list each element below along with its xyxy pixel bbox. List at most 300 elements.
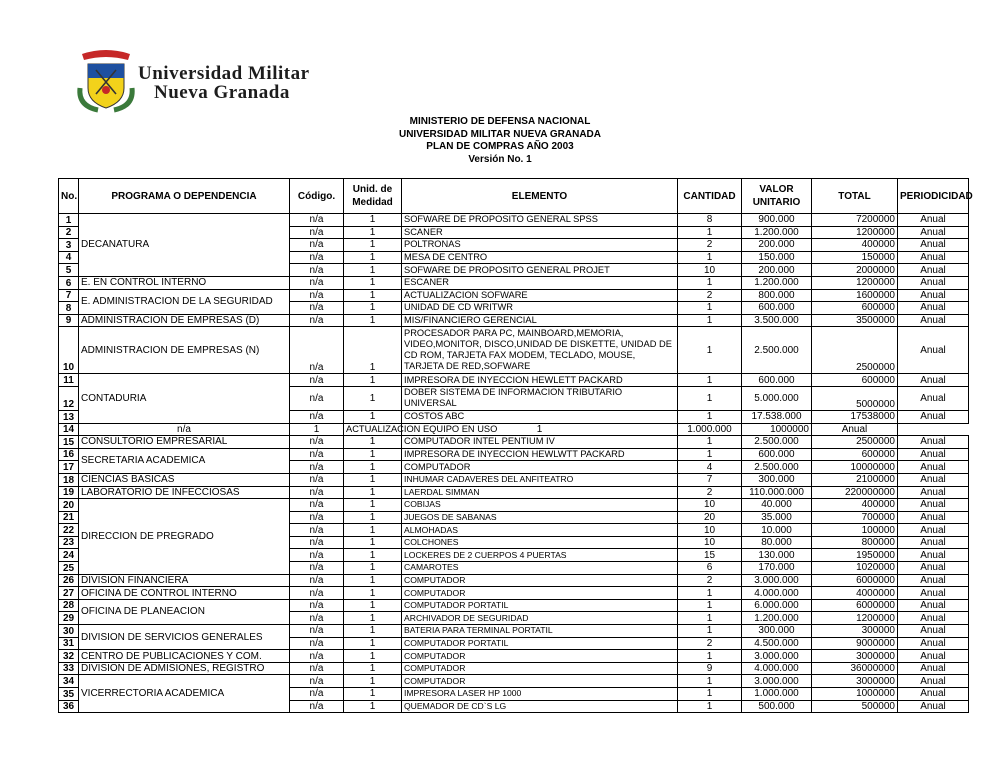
cell-codigo: n/a bbox=[290, 574, 344, 587]
university-crest-icon bbox=[76, 48, 136, 114]
cell-elemento: MESA DE CENTRO bbox=[402, 251, 678, 264]
cell-cantidad: 1 bbox=[678, 599, 742, 612]
cell-codigo: n/a bbox=[290, 448, 344, 461]
cell-unidad: 1 bbox=[344, 612, 402, 625]
cell-valor-unitario: 500.000 bbox=[742, 700, 812, 713]
col-header-valor-unitario: VALOR UNITARIO bbox=[742, 179, 812, 214]
cell-total: 3500000 bbox=[812, 314, 898, 327]
col-header-periodicidad: PERIODICIDAD bbox=[898, 179, 969, 214]
cell-periodicidad: Anual bbox=[898, 650, 969, 663]
cell-total: 2000000 bbox=[812, 264, 898, 277]
cell-no: 15 bbox=[59, 436, 79, 449]
cell-elemento: SCANER bbox=[402, 226, 678, 239]
cell-no: 3 bbox=[59, 239, 79, 252]
cell-programa: CENTRO DE PUBLICACIONES Y COM. bbox=[79, 650, 290, 663]
cell-cantidad: 4 bbox=[678, 461, 742, 474]
cell-elemento: COMPUTADOR bbox=[402, 675, 678, 688]
cell-no: 8 bbox=[59, 302, 79, 315]
cell-programa: DIVISION FINANCIERA bbox=[79, 574, 290, 587]
table-row bbox=[59, 436, 969, 449]
cell-valor-unitario: 170.000 bbox=[742, 562, 812, 575]
cell-programa: DECANATURA bbox=[79, 214, 290, 277]
cell-total: 3000000 bbox=[812, 675, 898, 688]
cell-no: 12 bbox=[59, 386, 79, 410]
cell-no: 35 bbox=[59, 688, 79, 701]
cell-elemento: QUEMADOR DE CD`S LG bbox=[402, 700, 678, 713]
cell-codigo: n/a bbox=[290, 637, 344, 650]
cell-codigo: n/a bbox=[290, 486, 344, 499]
cell-total: 5000000 bbox=[812, 386, 898, 410]
cell-periodicidad: Anual bbox=[898, 587, 969, 600]
cell-periodicidad: Anual bbox=[898, 264, 969, 277]
cell-valor-unitario: 80.000 bbox=[742, 536, 812, 549]
cell-periodicidad: Anual bbox=[898, 289, 969, 302]
cell-total: 9000000 bbox=[812, 637, 898, 650]
cell-unidad: 1 bbox=[344, 473, 402, 486]
cell-elemento: CAMAROTES bbox=[402, 562, 678, 575]
cell-cantidad: 1 bbox=[678, 688, 742, 701]
cell-no: 17 bbox=[59, 461, 79, 474]
cell-total: 300000 bbox=[812, 625, 898, 638]
cell-codigo: n/a bbox=[290, 436, 344, 449]
cell-codigo: n/a bbox=[290, 386, 344, 410]
cell-periodicidad: Anual bbox=[898, 574, 969, 587]
cell-valor-unitario: 4.000.000 bbox=[742, 587, 812, 600]
table-row bbox=[59, 499, 969, 512]
cell-periodicidad: Anual bbox=[898, 599, 969, 612]
cell-codigo: n/a bbox=[290, 524, 344, 537]
cell-unidad: 1 bbox=[344, 264, 402, 277]
cell-no: 29 bbox=[59, 612, 79, 625]
cell-periodicidad: Anual bbox=[898, 302, 969, 315]
cell-unidad: 1 bbox=[344, 239, 402, 252]
cell-periodicidad: Anual bbox=[898, 448, 969, 461]
cell-no: 1 bbox=[59, 214, 79, 227]
cell-cantidad: 9 bbox=[678, 662, 742, 675]
cell-valor-unitario: 4.000.000 bbox=[742, 662, 812, 675]
cell-elemento: BATERIA PARA TERMINAL PORTATIL bbox=[402, 625, 678, 638]
cell-cantidad: 2 bbox=[678, 289, 742, 302]
cell-no: 5 bbox=[59, 264, 79, 277]
cell-total: 700000 bbox=[812, 511, 898, 524]
cell-cantidad: 1 bbox=[678, 410, 742, 423]
cell-unidad: 1 bbox=[344, 662, 402, 675]
cell-cantidad: 1 bbox=[678, 314, 742, 327]
cell-periodicidad: Anual bbox=[898, 239, 969, 252]
document-header bbox=[0, 116, 1000, 166]
cell-unidad: 1 bbox=[344, 327, 402, 374]
cell-cantidad: 1 bbox=[678, 374, 742, 387]
cell-codigo: n/a bbox=[290, 700, 344, 713]
cell-total: 2500000 bbox=[812, 327, 898, 374]
cell-programa: ADMINISTRACION DE EMPRESAS (N) bbox=[79, 327, 290, 374]
cell-no: 31 bbox=[59, 637, 79, 650]
cell-no: 4 bbox=[59, 251, 79, 264]
cell-periodicidad: Anual bbox=[898, 436, 969, 449]
cell-periodicidad: Anual bbox=[898, 688, 969, 701]
cell-programa: OFICINA DE CONTROL INTERNO bbox=[79, 587, 290, 600]
cell-programa: CONTADURIA bbox=[79, 374, 290, 423]
cell-elemento: IMPRESORA LASER HP 1000 bbox=[402, 688, 678, 701]
cell-elemento: PROCESADOR PARA PC, MAINBOARD,MEMORIA, VIDEO,MONITOR, DISCO,UNIDAD DE DISKETTE, UNIDAD DE CD ROM, TARJETA FAX MODEM, TECLADO, MOUSE, TARJETA DE RED,SOFWARE bbox=[402, 327, 678, 374]
cell-no: 33 bbox=[59, 662, 79, 675]
cell-total: 7200000 bbox=[812, 214, 898, 227]
cell-codigo: n/a bbox=[290, 625, 344, 638]
cell-elemento: COSTOS ABC bbox=[402, 410, 678, 423]
cell-unidad: 1 bbox=[344, 574, 402, 587]
cell-periodicidad: Anual bbox=[898, 214, 969, 227]
cell-unidad: 1 bbox=[344, 587, 402, 600]
cell-elemento: ARCHIVADOR DE SEGURIDAD bbox=[402, 612, 678, 625]
cell-cantidad: 1 bbox=[678, 650, 742, 663]
cell-valor-unitario: 10.000 bbox=[742, 524, 812, 537]
table-row bbox=[59, 327, 969, 374]
cell-valor-unitario: 130.000 bbox=[742, 549, 812, 562]
cell-periodicidad: Anual bbox=[898, 625, 969, 638]
cell-total: 600000 bbox=[812, 448, 898, 461]
cell-periodicidad: Anual bbox=[898, 675, 969, 688]
cell-periodicidad: Anual bbox=[812, 423, 898, 436]
cell-valor-unitario: 5.000.000 bbox=[742, 386, 812, 410]
cell-no: 20 bbox=[59, 499, 79, 512]
cell-cantidad: 1 bbox=[678, 276, 742, 289]
cell-valor-unitario: 1.000.000 bbox=[742, 688, 812, 701]
logo-line-1: Universidad Militar bbox=[138, 63, 310, 84]
cell-total: 6000000 bbox=[812, 599, 898, 612]
cell-codigo: n/a bbox=[79, 423, 290, 436]
cell-valor-unitario: 17.538.000 bbox=[742, 410, 812, 423]
cell-cantidad: 7 bbox=[678, 473, 742, 486]
cell-unidad: 1 bbox=[344, 386, 402, 410]
cell-codigo: n/a bbox=[290, 410, 344, 423]
cell-no: 28 bbox=[59, 599, 79, 612]
cell-cantidad: 2 bbox=[678, 239, 742, 252]
cell-cantidad: 10 bbox=[678, 524, 742, 537]
cell-periodicidad: Anual bbox=[898, 473, 969, 486]
cell-unidad: 1 bbox=[290, 423, 344, 436]
cell-valor-unitario: 4.500.000 bbox=[742, 637, 812, 650]
table-row bbox=[59, 289, 969, 302]
cell-cantidad: 1 bbox=[678, 226, 742, 239]
cell-no: 24 bbox=[59, 549, 79, 562]
table-row bbox=[59, 675, 969, 688]
cell-periodicidad: Anual bbox=[898, 499, 969, 512]
header-version: Versión No. 1 bbox=[468, 153, 532, 165]
cell-valor-unitario: 600.000 bbox=[742, 302, 812, 315]
cell-periodicidad: Anual bbox=[898, 700, 969, 713]
cell-valor-unitario: 900.000 bbox=[742, 214, 812, 227]
cell-codigo: n/a bbox=[290, 612, 344, 625]
cell-codigo: n/a bbox=[290, 662, 344, 675]
cell-codigo: n/a bbox=[290, 327, 344, 374]
table-row bbox=[59, 587, 969, 600]
cell-periodicidad: Anual bbox=[898, 511, 969, 524]
cell-valor-unitario: 600.000 bbox=[742, 448, 812, 461]
cell-unidad: 1 bbox=[344, 448, 402, 461]
cell-no: 27 bbox=[59, 587, 79, 600]
cell-no: 13 bbox=[59, 410, 79, 423]
cell-codigo: n/a bbox=[290, 461, 344, 474]
cell-no: 6 bbox=[59, 276, 79, 289]
cell-unidad: 1 bbox=[344, 410, 402, 423]
cell-total: 6000000 bbox=[812, 574, 898, 587]
col-header-total: TOTAL bbox=[812, 179, 898, 214]
cell-unidad: 1 bbox=[344, 511, 402, 524]
cell-cantidad: 1 bbox=[678, 386, 742, 410]
cell-cantidad: 2 bbox=[678, 637, 742, 650]
cell-elemento: INHUMAR CADAVERES DEL ANFITEATRO bbox=[402, 473, 678, 486]
table-row bbox=[59, 625, 969, 638]
cell-valor-unitario: 600.000 bbox=[742, 374, 812, 387]
cell-no: 2 bbox=[59, 226, 79, 239]
table-row bbox=[59, 486, 969, 499]
cell-total: 10000000 bbox=[812, 461, 898, 474]
cell-no: 36 bbox=[59, 700, 79, 713]
cell-programa: DIVISION DE SERVICIOS GENERALES bbox=[79, 625, 290, 650]
col-header-unidad: Unid. de Medidad bbox=[344, 179, 402, 214]
cell-periodicidad: Anual bbox=[898, 486, 969, 499]
cell-unidad: 1 bbox=[344, 374, 402, 387]
cell-elemento: SOFWARE DE PROPOSITO GENERAL PROJET bbox=[402, 264, 678, 277]
cell-unidad: 1 bbox=[344, 675, 402, 688]
header-plan-title: PLAN DE COMPRAS AÑO 2003 bbox=[426, 141, 574, 153]
cell-periodicidad: Anual bbox=[898, 251, 969, 264]
cell-total: 800000 bbox=[812, 536, 898, 549]
cell-periodicidad: Anual bbox=[898, 637, 969, 650]
cell-no: 32 bbox=[59, 650, 79, 663]
cell-unidad: 1 bbox=[344, 461, 402, 474]
cell-no: 11 bbox=[59, 374, 79, 387]
cell-valor-unitario: 2.500.000 bbox=[742, 436, 812, 449]
cell-elemento: POLTRONAS bbox=[402, 239, 678, 252]
cell-valor-unitario: 40.000 bbox=[742, 499, 812, 512]
cell-cantidad: 6 bbox=[678, 562, 742, 575]
cell-valor-unitario: 200.000 bbox=[742, 239, 812, 252]
cell-unidad: 1 bbox=[344, 549, 402, 562]
cell-periodicidad: Anual bbox=[898, 549, 969, 562]
cell-cantidad: 20 bbox=[678, 511, 742, 524]
table-row bbox=[59, 599, 969, 612]
cell-periodicidad: Anual bbox=[898, 314, 969, 327]
cell-unidad: 1 bbox=[344, 436, 402, 449]
cell-unidad: 1 bbox=[344, 562, 402, 575]
cell-valor-unitario: 3.000.000 bbox=[742, 650, 812, 663]
cell-valor-unitario: 300.000 bbox=[742, 473, 812, 486]
cell-unidad: 1 bbox=[344, 251, 402, 264]
table-row bbox=[59, 423, 969, 436]
cell-valor-unitario: 150.000 bbox=[742, 251, 812, 264]
cell-periodicidad: Anual bbox=[898, 612, 969, 625]
cell-total: 600000 bbox=[812, 302, 898, 315]
cell-programa: DIVISION DE ADMISIONES, REGISTRO bbox=[79, 662, 290, 675]
table-row bbox=[59, 574, 969, 587]
cell-cantidad: 10 bbox=[678, 536, 742, 549]
cell-elemento: ESCANER bbox=[402, 276, 678, 289]
cell-cantidad: 1 bbox=[678, 700, 742, 713]
cell-codigo: n/a bbox=[290, 473, 344, 486]
cell-cantidad: 10 bbox=[678, 264, 742, 277]
cell-codigo: n/a bbox=[290, 239, 344, 252]
cell-unidad: 1 bbox=[344, 524, 402, 537]
cell-codigo: n/a bbox=[290, 549, 344, 562]
cell-total: 150000 bbox=[812, 251, 898, 264]
cell-elemento: SOFWARE DE PROPOSITO GENERAL SPSS bbox=[402, 214, 678, 227]
cell-codigo: n/a bbox=[290, 289, 344, 302]
cell-total: 1200000 bbox=[812, 226, 898, 239]
cell-cantidad: 15 bbox=[678, 549, 742, 562]
cell-periodicidad: Anual bbox=[898, 536, 969, 549]
cell-unidad: 1 bbox=[344, 276, 402, 289]
col-header-codigo: Código. bbox=[290, 179, 344, 214]
cell-no: 9 bbox=[59, 314, 79, 327]
cell-elemento: COMPUTADOR bbox=[402, 574, 678, 587]
cell-periodicidad: Anual bbox=[898, 374, 969, 387]
header-university: UNIVERSIDAD MILITAR NUEVA GRANADA bbox=[398, 128, 602, 140]
cell-valor-unitario: 2.500.000 bbox=[742, 327, 812, 374]
cell-total: 1200000 bbox=[812, 612, 898, 625]
cell-cantidad: 1 bbox=[678, 436, 742, 449]
cell-cantidad: 1 bbox=[678, 625, 742, 638]
purchase-plan-table bbox=[58, 178, 973, 713]
cell-cantidad: 1 bbox=[402, 423, 678, 436]
cell-elemento: LOCKERES DE 2 CUERPOS 4 PUERTAS bbox=[402, 549, 678, 562]
table-row bbox=[59, 374, 969, 387]
cell-total: 220000000 bbox=[812, 486, 898, 499]
cell-no: 26 bbox=[59, 574, 79, 587]
cell-total: 2500000 bbox=[812, 436, 898, 449]
cell-periodicidad: Anual bbox=[898, 562, 969, 575]
cell-no: 21 bbox=[59, 511, 79, 524]
cell-no: 22 bbox=[59, 524, 79, 537]
cell-total: 36000000 bbox=[812, 662, 898, 675]
cell-codigo: n/a bbox=[290, 302, 344, 315]
cell-total: 1020000 bbox=[812, 562, 898, 575]
cell-codigo: n/a bbox=[290, 251, 344, 264]
table-body bbox=[59, 214, 969, 713]
cell-no: 18 bbox=[59, 473, 79, 486]
cell-elemento: MIS/FINANCIERO GERENCIAL bbox=[402, 314, 678, 327]
cell-unidad: 1 bbox=[344, 214, 402, 227]
cell-total: 1000000 bbox=[742, 423, 812, 436]
cell-no: 25 bbox=[59, 562, 79, 575]
cell-elemento: COMPUTADOR bbox=[402, 662, 678, 675]
cell-programa: E. ADMINISTRACION DE LA SEGURIDAD bbox=[79, 289, 290, 314]
cell-cantidad: 1 bbox=[678, 448, 742, 461]
cell-no: 34 bbox=[59, 675, 79, 688]
cell-valor-unitario: 110.000.000 bbox=[742, 486, 812, 499]
cell-valor-unitario: 3.500.000 bbox=[742, 314, 812, 327]
cell-programa: CONSULTORIO EMPRESARIAL bbox=[79, 436, 290, 449]
cell-valor-unitario: 1.000.000 bbox=[678, 423, 742, 436]
cell-unidad: 1 bbox=[344, 314, 402, 327]
cell-total: 1950000 bbox=[812, 549, 898, 562]
cell-elemento: UNIDAD DE CD WRITWR bbox=[402, 302, 678, 315]
cell-unidad: 1 bbox=[344, 700, 402, 713]
cell-total: 400000 bbox=[812, 239, 898, 252]
university-logo bbox=[76, 48, 310, 114]
cell-total: 3000000 bbox=[812, 650, 898, 663]
cell-elemento: COMPUTADOR bbox=[402, 587, 678, 600]
cell-cantidad: 1 bbox=[678, 675, 742, 688]
cell-unidad: 1 bbox=[344, 536, 402, 549]
cell-total: 500000 bbox=[812, 700, 898, 713]
cell-cantidad: 1 bbox=[678, 327, 742, 374]
cell-total: 100000 bbox=[812, 524, 898, 537]
cell-periodicidad: Anual bbox=[898, 386, 969, 410]
cell-programa: SECRETARIA ACADEMICA bbox=[79, 448, 290, 473]
cell-valor-unitario: 1.200.000 bbox=[742, 612, 812, 625]
cell-elemento: IMPRESORA DE INYECCION HEWLETT PACKARD bbox=[402, 374, 678, 387]
cell-valor-unitario: 1.200.000 bbox=[742, 276, 812, 289]
col-header-no: No. bbox=[59, 179, 79, 214]
table-row bbox=[59, 276, 969, 289]
cell-codigo: n/a bbox=[290, 511, 344, 524]
cell-cantidad: 2 bbox=[678, 574, 742, 587]
cell-no: 19 bbox=[59, 486, 79, 499]
cell-elemento: COMPUTADOR PORTATIL bbox=[402, 599, 678, 612]
cell-unidad: 1 bbox=[344, 302, 402, 315]
cell-programa: LABORATORIO DE INFECCIOSAS bbox=[79, 486, 290, 499]
cell-unidad: 1 bbox=[344, 625, 402, 638]
cell-elemento: COLCHONES bbox=[402, 536, 678, 549]
cell-cantidad: 1 bbox=[678, 612, 742, 625]
cell-unidad: 1 bbox=[344, 499, 402, 512]
cell-codigo: n/a bbox=[290, 499, 344, 512]
table-row bbox=[59, 314, 969, 327]
header-ministry: MINISTERIO DE DEFENSA NACIONAL bbox=[409, 116, 591, 127]
cell-unidad: 1 bbox=[344, 486, 402, 499]
cell-codigo: n/a bbox=[290, 688, 344, 701]
cell-elemento: ALMOHADAS bbox=[402, 524, 678, 537]
cell-valor-unitario: 3.000.000 bbox=[742, 574, 812, 587]
cell-periodicidad: Anual bbox=[898, 461, 969, 474]
cell-periodicidad: Anual bbox=[898, 662, 969, 675]
cell-programa: E. EN CONTROL INTERNO bbox=[79, 276, 290, 289]
cell-elemento: COMPUTADOR bbox=[402, 461, 678, 474]
cell-unidad: 1 bbox=[344, 688, 402, 701]
cell-no: 7 bbox=[59, 289, 79, 302]
cell-elemento: ACTUALIZACION SOFWARE bbox=[402, 289, 678, 302]
cell-total: 1200000 bbox=[812, 276, 898, 289]
cell-elemento: COMPUTADOR bbox=[402, 650, 678, 663]
cell-total: 2100000 bbox=[812, 473, 898, 486]
cell-valor-unitario: 800.000 bbox=[742, 289, 812, 302]
cell-cantidad: 1 bbox=[678, 302, 742, 315]
cell-valor-unitario: 2.500.000 bbox=[742, 461, 812, 474]
cell-valor-unitario: 35.000 bbox=[742, 511, 812, 524]
cell-unidad: 1 bbox=[344, 650, 402, 663]
cell-elemento: DOBER SISTEMA DE INFORMACION TRIBUTARIO UNIVERSAL bbox=[402, 386, 678, 410]
col-header-elemento: ELEMENTO bbox=[402, 179, 678, 214]
cell-total: 400000 bbox=[812, 499, 898, 512]
cell-codigo: n/a bbox=[290, 276, 344, 289]
cell-elemento: COBIJAS bbox=[402, 499, 678, 512]
cell-cantidad: 10 bbox=[678, 499, 742, 512]
cell-no: 16 bbox=[59, 448, 79, 461]
cell-cantidad: 1 bbox=[678, 251, 742, 264]
cell-codigo: n/a bbox=[290, 599, 344, 612]
cell-periodicidad: Anual bbox=[898, 226, 969, 239]
cell-programa: OFICINA DE PLANEACION bbox=[79, 599, 290, 624]
cell-unidad: 1 bbox=[344, 289, 402, 302]
cell-total: 1000000 bbox=[812, 688, 898, 701]
cell-no: 23 bbox=[59, 536, 79, 549]
cell-elemento: ACTUALIZACION EQUIPO EN USO bbox=[344, 423, 402, 436]
cell-total: 600000 bbox=[812, 374, 898, 387]
cell-periodicidad: Anual bbox=[898, 524, 969, 537]
table-row bbox=[59, 662, 969, 675]
cell-periodicidad: Anual bbox=[898, 276, 969, 289]
